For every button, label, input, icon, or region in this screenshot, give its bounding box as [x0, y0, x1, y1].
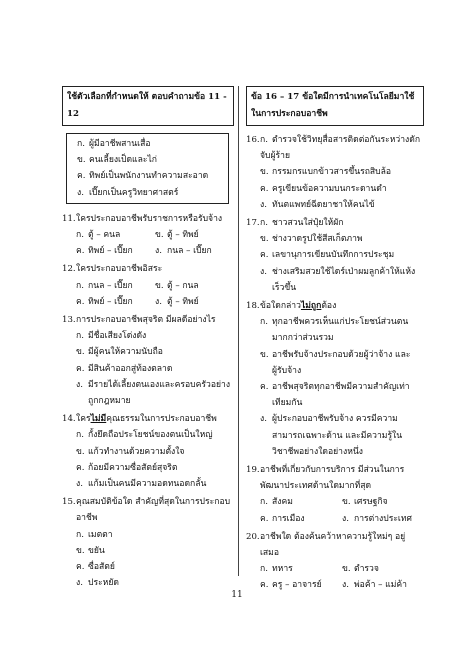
answer-option: ครูเขียนข้อความบนกระดานดำ [272, 183, 387, 194]
answer-option: ซื่อสัตย์ [88, 562, 115, 573]
section-header-11-12: ใช้ตัวเลือกที่กำหนดให้ ตอบคำถามข้อ 11 - 12 [62, 86, 234, 126]
question-text: อาชีพที่เกี่ยวกับการบริการ มีส่วนในการพัฒนาประเทศด้านใดมากที่สุด [260, 465, 405, 492]
question-16: 16. ก. ตำรวจใช้วิทยุสื่อสารติดต่อกันระหว่างดักจับผู้ร้าย ข. กรรมกรแบกข้าวสารขึ้นรถสิบล้อ ค. ครูเขียนข้อความบนกระดานดำ ง. ทันตแพทย์ฉีดยาชาให้คนไข้ [246, 132, 424, 213]
answer-option: เมตตา [88, 529, 113, 540]
answer-option: ตู้ – กนล [167, 280, 199, 291]
answer-option: กนล – เปี๊ยก [167, 246, 212, 257]
answer-option: กั้งยึดถือประโยชน์ของตนเป็นใหญ่ [88, 430, 213, 441]
column-divider [238, 86, 239, 576]
box-option: ค. ทิพย์เป็นพนักงานทำความสะอาด [77, 171, 209, 182]
answer-option: อาชีพสุจริตทุกอาชีพมีความสำคัญเท่าเทียมกัน [272, 382, 410, 409]
question-15: 15. คุณสมบัติข้อใด สำคัญที่สุดในการประกอบอาชีพ ก. เมตตา ข. ขยัน ค. ซื่อสัตย์ ง. ประหยัด [62, 494, 234, 591]
question-text: ใครไม่มีคุณธรรมในการประกอบอาชีพ [76, 414, 217, 425]
question-text: คุณสมบัติข้อใด สำคัญที่สุดในการประกอบอาชีพ [76, 497, 231, 524]
answer-option: เลขานุการเขียนบันทึกการประชุม [272, 250, 395, 261]
answer-option: มีผู้คนให้ความนับถือ [88, 347, 163, 358]
emphasis-word: ไม่มี [90, 414, 107, 425]
answer-option: ตู้ – คนล [88, 230, 121, 241]
answer-option: ช่างเสริมสวยใช้ไดร์เป่าผมลูกค้าให้แห้งเร็วขึ้น [272, 266, 416, 293]
answer-option: ชาวสวนใส่ปุ๋ยให้ผัก [272, 218, 344, 229]
answer-option: ทุกอาชีพควรเห็นแก่ประโยชน์ส่วนตนมากกว่าส่วนรวม [272, 317, 409, 344]
answer-option: แก้มเป็นคนมีความอดทนอดกลั้น [88, 479, 207, 490]
left-column [62, 86, 234, 591]
answer-option: ตู้ – ทิพย์ [167, 296, 199, 307]
options-box [66, 133, 229, 204]
question-19: 19. อาชีพที่เกี่ยวกับการบริการ มีส่วนในการพัฒนาประเทศด้านใดมากที่สุด ก. สังคม ข. เศรษฐกิจ ค. การเมือง ง. การต่างประเทศ [246, 462, 424, 527]
answer-option: ขยัน [88, 545, 105, 556]
answer-option: อาชีพรับจ้างประกอบด้วยผู้ว่าจ้าง และผู้รับจ้าง [272, 349, 411, 376]
question-13: 13. การประกอบอาชีพสุจริต มีผลดีอย่างไร ก. มีชื่อเสียงโด่งดัง ข. มีผู้คนให้ความนับถือ ค. มีสินค้าออกสู่ท้องตลาด ง. มีรายได้เลี้ยงตนเองและครอบครัวอย่างถูกกฎหมาย [62, 312, 234, 409]
box-option: ข. คนเลี้ยงเป็ดและไก่ [77, 155, 157, 166]
answer-option: ทันตแพทย์ฉีดยาชาให้คนไข้ [272, 199, 375, 210]
answer-option: กนล – เปี๊ยก [88, 280, 133, 291]
question-text: ใครประกอบอาชีพรับราชการหรือรับจ้าง [76, 213, 223, 224]
question-20: 20. อาชีพใด ต้องค้นคว้าหาความรู้ใหม่ๆ อยู่เสมอ ก. ทหาร ข. ตำรวจ ค. ครู – อาจารย์ ง. พ่อค้า – แม่ค้า [246, 529, 424, 594]
answer-option: ผู้ประกอบอาชีพรับจ้าง ควรมีความสามารถเฉพาะด้าน และมีความรู้ในวิชาชีพอย่างใดอย่างหนึ่ง [272, 414, 403, 457]
answer-option: ตำรวจ [354, 564, 379, 575]
question-12: 12. ใครประกอบอาชีพอิสระ ก. กนล – เปี๊ยก ข. ตู้ – กนล ค. ทิพย์ – เปี๊ยก ง. ตู้ – ทิพย์ [62, 261, 234, 310]
question-text: การประกอบอาชีพสุจริต มีผลดีอย่างไร [76, 315, 216, 326]
section-header-16-17: ข้อ 16 – 17 ข้อใดมีการนำเทคโนโลยีมาใช้ในการประกอบอาชีพ [246, 86, 424, 126]
answer-option: ทิพย์ – เปี๊ยก [88, 296, 133, 307]
question-text: ใครประกอบอาชีพอิสระ [76, 264, 163, 275]
answer-option: สังคม [272, 497, 293, 508]
answer-option: มีชื่อเสียงโด่งดัง [88, 331, 147, 342]
answer-option: ทหาร [272, 564, 293, 575]
answer-option: การต่างประเทศ [354, 513, 412, 524]
answer-option: ตำรวจใช้วิทยุสื่อสารติดต่อกันระหว่างดักจับผู้ร้าย [260, 135, 421, 162]
question-text: อาชีพใด ต้องค้นคว้าหาความรู้ใหม่ๆ อยู่เสมอ [260, 531, 406, 559]
answer-option: การเมือง [272, 513, 305, 524]
answer-option: พ่อค้า – แม่ค้า [354, 580, 407, 591]
answer-option: เศรษฐกิจ [354, 497, 388, 508]
answer-option: แก้วทำงานด้วยความตั้งใจ [88, 446, 185, 457]
question-text: ข้อใดกล่าวไม่ถูกต้อง [260, 301, 337, 312]
answer-option: มีสินค้าออกสู่ท้องตลาด [88, 363, 173, 374]
box-option: ง. เปี๊ยกเป็นครูวิทยาศาสตร์ [77, 187, 179, 198]
question-11: 11. ใครประกอบอาชีพรับราชการหรือรับจ้าง ก. ตู้ – คนล ข. ตู้ – ทิพย์ ค. ทิพย์ – เปี๊ยก ง. กนล – เปี๊ยก [62, 211, 234, 260]
emphasis-word: ไม่ถูก [300, 301, 322, 312]
answer-option: ตู้ – ทิพย์ [167, 230, 199, 241]
answer-option: ครู – อาจารย์ [272, 580, 322, 591]
answer-option: มีรายได้เลี้ยงตนเองและครอบครัวอย่างถูกกฎหมาย [88, 379, 231, 407]
answer-option: ประหยัด [88, 578, 119, 589]
box-option: ก. ผู้มีอาชีพสานเสื่อ [77, 139, 151, 149]
answer-option: ช่างวาดรูปใช้สีสเก็ตภาพ [272, 234, 363, 245]
question-14: 14. ใครไม่มีคุณธรรมในการประกอบอาชีพ ก. กั้งยึดถือประโยชน์ของตนเป็นใหญ่ ข. แก้วทำงานด้วยความตั้งใจ ค. ก้อยมีความซื่อสัตย์สุจริต ง. แก้มเป็นคนมีความอดทนอดกลั้น [62, 411, 234, 492]
answer-option: ทิพย์ – เปี๊ยก [88, 246, 133, 257]
question-17: 17. ก. ชาวสวนใส่ปุ๋ยให้ผัก ข. ช่างวาดรูปใช้สีสเก็ตภาพ ค. เลขานุการเขียนบันทึกการประชุม ง. ช่างเสริมสวยใช้ไดร์เป่าผมลูกค้าให้แห้งเร็วขึ้น [246, 215, 424, 296]
right-column [246, 86, 424, 594]
answer-option: ก้อยมีความซื่อสัตย์สุจริต [88, 462, 178, 473]
page-number: 11 [231, 590, 243, 600]
question-18: 18. ข้อใดกล่าวไม่ถูกต้อง ก. ทุกอาชีพควรเห็นแก่ประโยชน์ส่วนตนมากกว่าส่วนรวม ข. อาชีพรับจ้างประกอบด้วยผู้ว่าจ้าง และผู้รับจ้าง ค. อาชีพสุจริตทุกอาชีพมีความสำคัญเท่าเทียมกัน ง. ผู้ประกอบอาชีพรับจ้าง ควรมีความสามารถเฉพาะด้าน และมีความรู้ในวิชาชีพอย่างใดอย่างหนึ่ง [246, 298, 424, 460]
answer-option: กรรมกรแบกข้าวสารขึ้นรถสิบล้อ [272, 167, 392, 178]
